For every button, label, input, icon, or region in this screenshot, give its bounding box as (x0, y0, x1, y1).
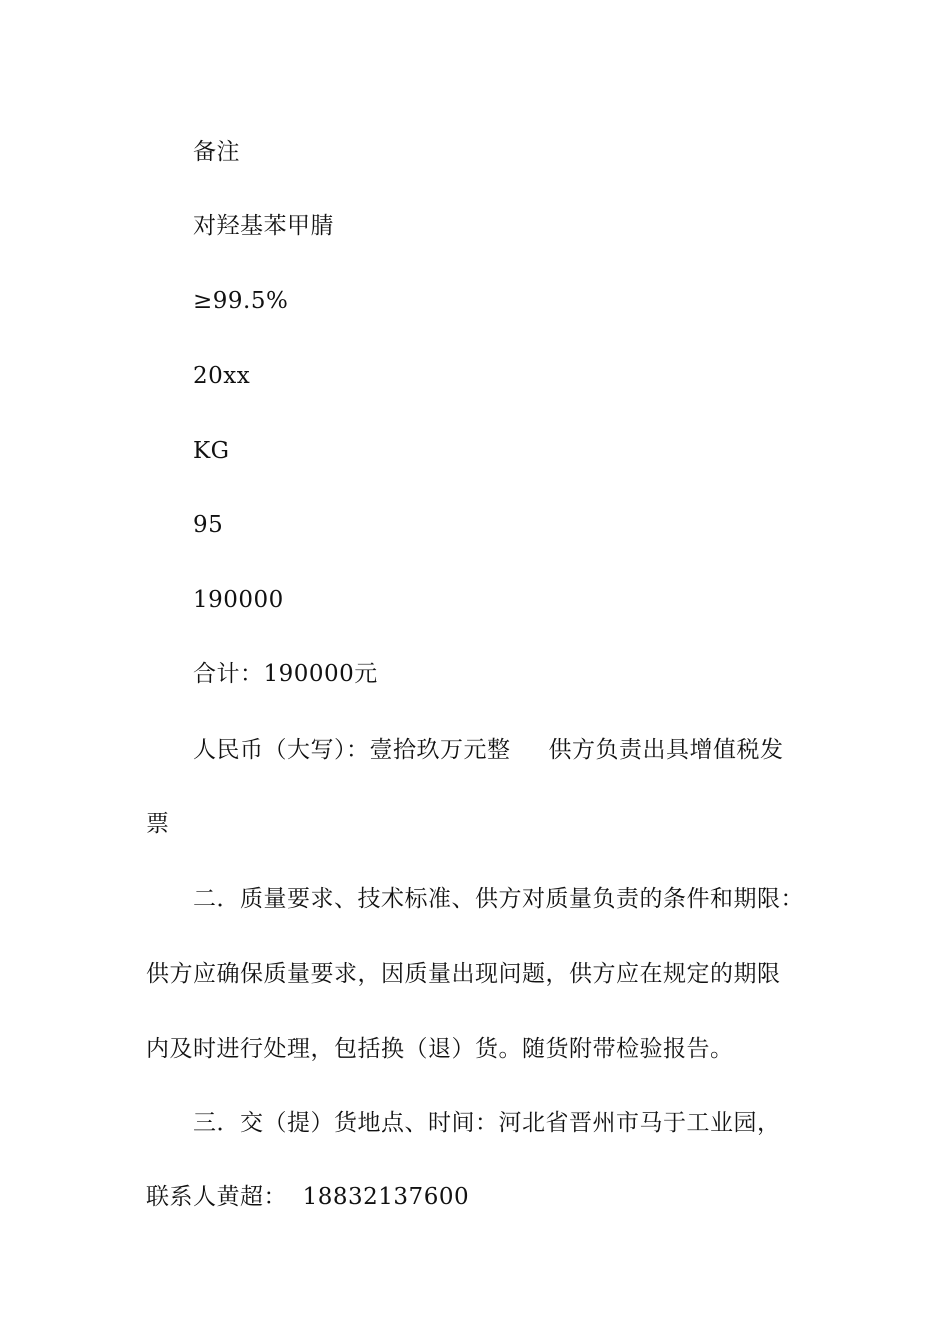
section-3-title: 三．交（提）货地点、时间：河北省晋州市马于工业园， (193, 1110, 781, 1136)
rmb-uppercase-amount: 人民币（大写）：壹拾玖万元整 (193, 737, 511, 763)
section-2-body-line-2: 内及时进行处理，包括换（退）货。随货附带检验报告。 (146, 1036, 734, 1062)
section-2-body-line-1: 供方应确保质量要求，因质量出现问题，供方应在规定的期限 (146, 961, 781, 987)
invoice-note-wrap: 票 (146, 811, 170, 837)
unit-price-value: 95 (193, 512, 224, 538)
remark-label: 备注 (193, 139, 240, 165)
purity-value: ≥99.5% (193, 288, 289, 314)
amount-value: 190000 (193, 587, 284, 613)
invoice-note: 供方负责出具增值税发 (548, 737, 784, 763)
rmb-line (193, 735, 784, 765)
unit-value: KG (193, 438, 230, 464)
section-3-contact: 联系人黄超： 18832137600 (146, 1184, 470, 1210)
product-name: 对羟基苯甲腈 (193, 213, 334, 239)
total-line: 合计：190000元 (193, 661, 378, 687)
quantity-value: 20xx (193, 363, 251, 389)
section-2-title: 二．质量要求、技术标准、供方对质量负责的条件和期限： (193, 886, 804, 912)
